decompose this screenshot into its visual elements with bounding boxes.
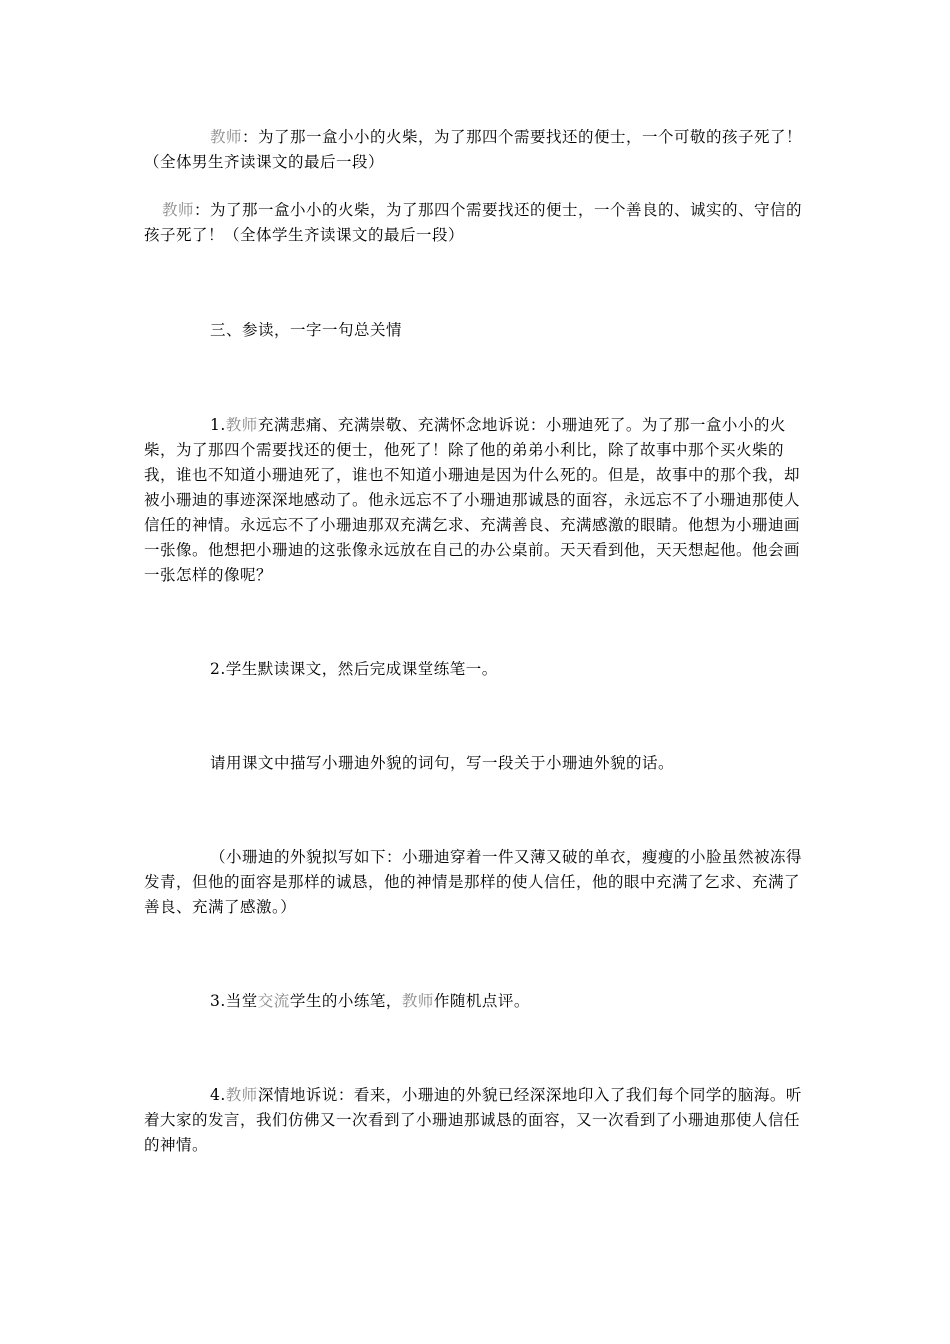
paragraph-text: ：为了那一盒小小的火柴，为了那四个需要找还的便士，一个可敬的孩子死了！（全体男生齐读课文的最后一段）	[144, 128, 803, 171]
teacher-link[interactable]: 教师	[401, 992, 434, 1010]
paragraph-text: 学生的小练笔，	[289, 992, 402, 1010]
paragraph-sample-answer: （小珊迪的外貌拟写如下：小珊迪穿着一件又薄又破的单衣，瘦瘦的小脸虽然被冻得发青，但他的面容是那样的诚恳，他的神情是那样的使人信任，他的眼中充满了乞求、充满了善良、充满了感激。）	[144, 848, 803, 916]
teacher-link[interactable]: 教师	[210, 128, 243, 146]
paragraph-step-2: 2.学生默读课文，然后完成课堂练笔一。	[210, 660, 498, 678]
exchange-link[interactable]: 交流	[257, 992, 290, 1010]
paragraph-text: ：为了那一盒小小的火柴，为了那四个需要找还的便士，一个善良的、诚实的、守信的孩子死了！（全体学生齐读课文的最后一段）	[144, 201, 803, 244]
paragraph-teacher-1	[144, 125, 810, 175]
paragraph-text: 作随机点评。	[433, 992, 530, 1010]
teacher-link[interactable]: 教师	[162, 201, 195, 219]
paragraph-text: 深情地诉说：看来，小珊迪的外貌已经深深地印入了我们每个同学的脑海。听着大家的发言，我们仿佛又一次看到了小珊迪那诚恳的面容，又一次看到了小珊迪那使人信任的神情。	[144, 1086, 802, 1154]
paragraph-text: 充满悲痛、充满崇敬、充满怀念地诉说：小珊迪死了。为了那一盒小小的火柴，为了那四个需要找还的便士，他死了！除了他的弟弟小利比，除了故事中那个买火柴的我，谁也不知道小珊迪死了，谁也不知道小珊迪是因为什么死的。但是，故事中的那个我，却被小珊迪的事迹深深地感动了。他永远忘不了小珊迪那诚恳的面容，永远忘不了小珊迪那使人信任的神情。永远忘不了小珊迪那双充满乞求、充满善良、充满感激的眼睛。他想为小珊迪画一张像。他想把小珊迪的这张像永远放在自己的办公桌前。天天看到他，天天想起他。他会画一张怎样的像呢？	[144, 416, 801, 584]
step-number: 1.	[210, 416, 226, 434]
section-title: 三、参读，一字一句总关情	[210, 321, 403, 339]
teacher-link[interactable]: 教师	[225, 1086, 258, 1104]
paragraph-step-4	[144, 1083, 810, 1158]
step-number: 4.	[210, 1086, 226, 1104]
paragraph-exercise-prompt: 请用课文中描写小珊迪外貌的词句，写一段关于小珊迪外貌的话。	[210, 754, 675, 772]
paragraph-teacher-2	[144, 198, 810, 248]
step-number: 3.当堂	[210, 992, 258, 1010]
paragraph-step-1	[144, 413, 810, 588]
teacher-link[interactable]: 教师	[225, 416, 258, 434]
paragraph-step-3	[144, 989, 810, 1014]
